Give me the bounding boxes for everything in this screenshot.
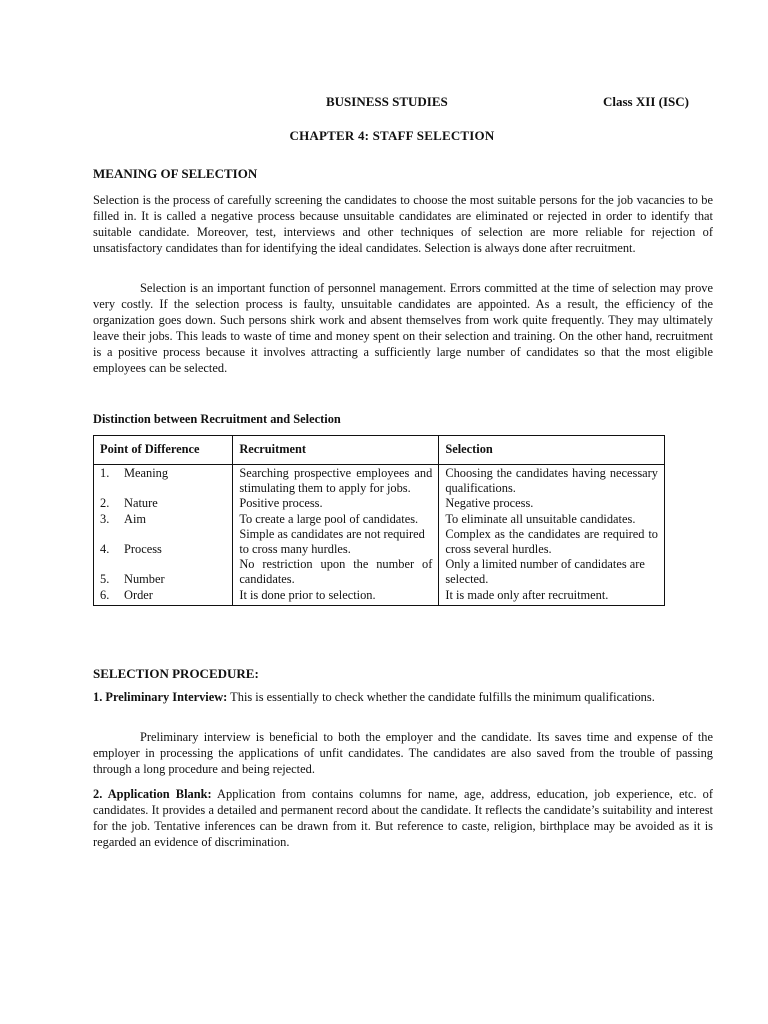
distinction-heading: Distinction between Recruitment and Selection <box>93 412 341 426</box>
column-header: Point of Difference <box>94 436 233 465</box>
point-item: 6. Order <box>100 587 153 602</box>
step-1-text: This is essentially to check whether the candidate fulfills the minimum qualifications. <box>227 690 655 704</box>
meaning-paragraph-1: Selection is the process of carefully screening the candidates to choose the most suitable persons for the job vacancies to be filled in. It is called a negative process because unsuitable candidates are eliminated or rejected in order to identify that suitable candidate. Moreover, test, interviews and other techniques of selection are more reliable for rejection of unsatisfactory candidates than for identifying the ideal candidates. Selection is always done after recruitment. <box>93 193 713 255</box>
recruitment-item: To create a large pool of candidates. <box>239 511 419 526</box>
procedure-step-1 <box>93 689 713 705</box>
step-2-text: Application from contains columns for name, age, address, education, job experience, etc. of candidates. It provides a detailed and permanent record about the candidate. It reflects the candidate’s suitability and interest for the job. Tentative inferences can be drawn from it. But reference to caste, religion, birthplace may be avoided as it is regarded an evidence of discrimination. <box>93 787 713 849</box>
recruitment-cell <box>233 465 439 606</box>
point-item: 3. Aim <box>100 511 147 526</box>
table-header-row <box>94 436 665 465</box>
selection-item: Only a limited number of candidates are selected. <box>445 557 645 587</box>
subject-title: BUSINESS STUDIES <box>326 94 448 109</box>
step-1-title: 1. Preliminary Interview: <box>93 690 228 704</box>
meaning-paragraph-2: Selection is an important function of personnel management. Errors committed at the time of selection may prove very costly. If the selection process is faulty, unsuitable candidates are appointed. As a result, the efficiency of the organization goes down. Such persons shirk work and absent themselves from work quite frequently. They may ultimately leave their jobs. This leads to waste of time and money spent on their selection and training. On the other hand, recruitment is a positive process because it involves attracting a sufficiently large number of candidates so that the most eligible employees can be selected. <box>93 281 713 375</box>
point-item: 4. Process <box>100 541 162 556</box>
recruitment-item: Positive process. <box>239 496 323 511</box>
selection-item: Choosing the candidates having necessary qualifications. <box>445 466 658 496</box>
distinction-table <box>93 435 665 606</box>
point-item: 1. Meaning <box>100 466 169 480</box>
recruitment-item: Searching prospective employees and stimulating them to apply for jobs. <box>239 466 433 496</box>
step-2-title: 2. Application Blank: <box>93 787 212 801</box>
column-header: Recruitment <box>233 436 439 465</box>
recruitment-item: No restriction upon the number of candidates. <box>239 557 433 587</box>
selection-item: Complex as the candidates are required to cross several hurdles. <box>445 526 658 557</box>
point-item: 2. Nature <box>100 496 158 511</box>
points-cell <box>94 465 233 606</box>
meaning-heading: MEANING OF SELECTION <box>93 166 258 181</box>
chapter-title: CHAPTER 4: STAFF SELECTION <box>289 128 495 143</box>
selection-item: It is made only after recruitment. <box>445 587 609 602</box>
point-item: 5. Number <box>100 572 165 587</box>
selection-cell <box>439 465 665 606</box>
recruitment-item: It is done prior to selection. <box>239 587 376 602</box>
column-header: Selection <box>439 436 665 465</box>
procedure-step-1-detail: Preliminary interview is beneficial to both the employer and the candidate. Its saves time and expense of the employer in processing the applications of unfit candidates. The candidates are also saved from the trouble of passing through a long procedure and being rejected. <box>93 730 713 776</box>
table-row <box>94 465 665 606</box>
selection-item: Negative process. <box>445 496 534 511</box>
selection-item: To eliminate all unsuitable candidates. <box>445 511 636 526</box>
procedure-step-2 <box>93 786 713 850</box>
recruitment-item: Simple as candidates are not required to cross many hurdles. <box>239 526 425 557</box>
class-label: Class XII (ISC) <box>603 94 689 109</box>
procedure-heading: SELECTION PROCEDURE: <box>93 666 259 681</box>
